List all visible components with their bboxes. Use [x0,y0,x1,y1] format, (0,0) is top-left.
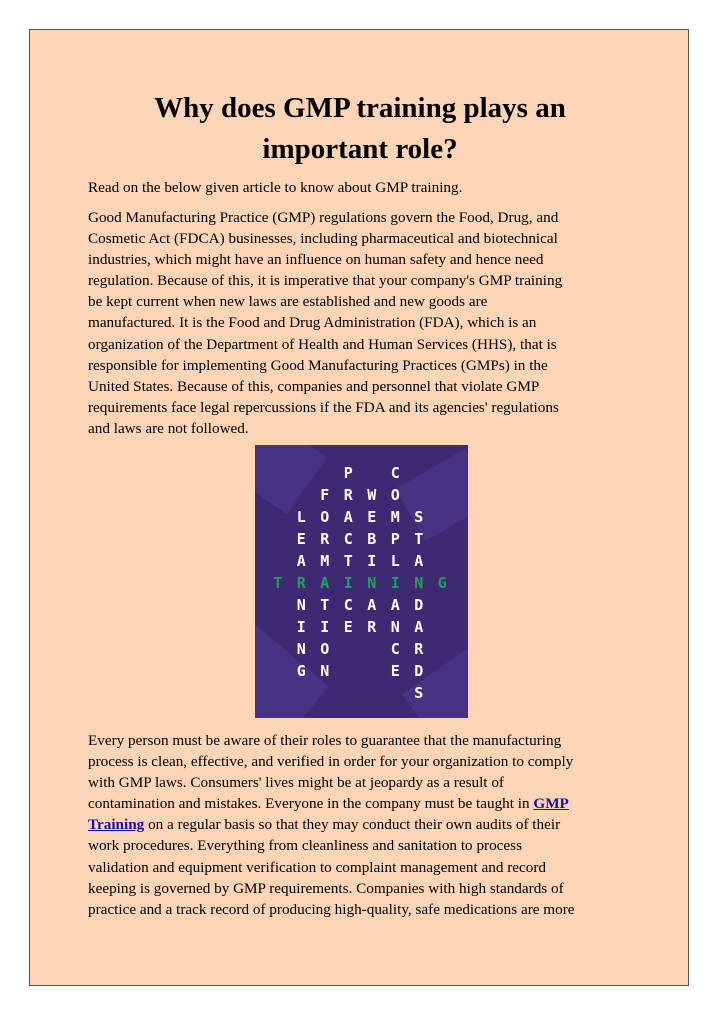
puzzle-letter: E [367,508,377,526]
text-line: work procedures. Everything from cleanliness and sanitation to process [88,837,522,855]
puzzle-letter: C [390,464,400,482]
puzzle-letter: N [296,596,306,614]
puzzle-letter: T [273,574,283,592]
puzzle-letter: I [343,574,353,592]
text-segment: contamination and mistakes. Everyone in the company must be taught in [88,795,534,813]
puzzle-letter: R [296,574,306,592]
puzzle-letter [266,506,290,528]
puzzle-letter: S [414,684,424,702]
puzzle-letter [266,616,290,638]
puzzle-letter: I [390,574,400,592]
paragraph-1 [88,207,648,439]
puzzle-letter [431,660,455,682]
puzzle-letter [266,462,290,484]
puzzle-letter: D [414,662,424,680]
puzzle-letter: C [343,596,353,614]
puzzle-letter [431,550,455,572]
text-line: practice and a track record of producing high-quality, safe medications are more [88,900,575,918]
puzzle-letter [360,462,384,484]
puzzle-letter: L [296,508,306,526]
puzzle-letter [290,682,314,704]
text-line: validation and equipment verification to complaint management and record [88,858,546,876]
text-line: Good Manufacturing Practice (GMP) regulations govern the Food, Drug, and [88,209,559,226]
puzzle-letter: T [320,596,330,614]
puzzle-letter: O [320,640,330,658]
puzzle-letter: L [390,552,400,570]
puzzle-letter: N [414,574,424,592]
puzzle-letter: C [390,640,400,658]
puzzle-letter: E [296,530,306,548]
text-line: requirements face legal repercussions if the FDA and its agencies' regulations [88,398,559,416]
puzzle-letter: A [320,574,330,592]
puzzle-letter [266,638,290,660]
text-line: keeping is governed by GMP requirements. Companies with high standards of [88,879,564,897]
puzzle-letter: G [437,574,447,592]
puzzle-letter: N [296,640,306,658]
puzzle-letter: A [367,596,377,614]
puzzle-letter [337,660,361,682]
puzzle-letter: A [343,508,353,526]
puzzle-letter [313,462,337,484]
text-line: and laws are not followed. [88,419,249,437]
puzzle-letter [360,682,384,704]
puzzle-letter: P [390,530,400,548]
puzzle-letter: I [296,618,306,636]
puzzle-letter [431,462,455,484]
puzzle-letter [431,682,455,704]
puzzle-letter [431,616,455,638]
puzzle-letter: A [296,552,306,570]
puzzle-letter: R [414,640,424,658]
training-word-puzzle-image [255,445,468,718]
title-line: important role? [262,133,458,165]
puzzle-letter: R [343,486,353,504]
puzzle-letter: A [414,552,424,570]
paragraph-2 [88,730,648,920]
puzzle-letter [360,638,384,660]
puzzle-letter: F [320,486,330,504]
puzzle-letter: B [367,530,377,548]
puzzle-letter: N [367,574,377,592]
puzzle-letter [360,660,384,682]
puzzle-letter: R [320,530,330,548]
puzzle-letter: N [320,662,330,680]
text-line: organization of the Department of Health and Human Services (HHS), that is [88,335,557,353]
gmp-training-link-continued[interactable]: Training [88,816,145,834]
puzzle-letter [266,528,290,550]
puzzle-letter: M [320,552,330,570]
text-line: process is clean, effective, and verified in order for your organization to comply [88,753,574,771]
puzzle-letter [337,638,361,660]
text-line [88,793,648,814]
puzzle-letter: E [390,662,400,680]
puzzle-letter: P [343,464,353,482]
puzzle-letter: I [367,552,377,570]
puzzle-letter [384,682,408,704]
puzzle-letter [407,462,431,484]
puzzle-letter [266,594,290,616]
puzzle-letter [431,594,455,616]
text-segment: on a regular basis so that they may conduct their own audits of their [144,816,561,834]
puzzle-letter [431,638,455,660]
text-line: Cosmetic Act (FDCA) businesses, including pharmaceutical and biotechnical [88,230,558,248]
puzzle-letter: O [320,508,330,526]
puzzle-letter [290,462,314,484]
puzzle-letter [313,682,337,704]
puzzle-letter: D [414,596,424,614]
puzzle-letter [290,484,314,506]
puzzle-letter [431,506,455,528]
text-line: regulation. Because of this, it is imperative that your company's GMP training [88,272,563,290]
article-title [30,88,690,170]
puzzle-letter: R [367,618,377,636]
puzzle-letter [266,550,290,572]
puzzle-letter: A [414,618,424,636]
puzzle-letter: T [414,530,424,548]
intro-text: Read on the below given article to know about GMP training. [88,179,463,196]
puzzle-letter [266,484,290,506]
puzzle-letter [266,682,290,704]
puzzle-letter: E [343,618,353,636]
text-line [88,814,648,835]
puzzle-letter: G [296,662,306,680]
puzzle-letter: T [343,552,353,570]
text-line: United States. Because of this, companies and personnel that violate GMP [88,377,540,395]
puzzle-letter: W [367,486,377,504]
text-line: responsible for implementing Good Manufacturing Practices (GMPs) in the [88,356,548,374]
text-line: manufactured. It is the Food and Drug Administration (FDA), which is an [88,314,537,332]
puzzle-letter: O [390,486,400,504]
puzzle-letter [431,484,455,506]
puzzle-letter: M [390,508,400,526]
letter-grid [266,462,454,704]
puzzle-letter: C [343,530,353,548]
puzzle-letter: N [390,618,400,636]
document-page [29,29,689,986]
puzzle-letter: A [390,596,400,614]
gmp-training-link[interactable]: GMP [533,795,569,813]
puzzle-letter [407,484,431,506]
puzzle-letter [337,682,361,704]
title-line: Why does GMP training plays an [154,92,566,124]
puzzle-letter [431,528,455,550]
text-line: be kept current when new laws are established and new goods are [88,293,488,311]
text-line: industries, which might have an influence on human safety and hence need [88,251,544,269]
text-line: Every person must be aware of their roles to guarantee that the manufacturing [88,732,562,749]
puzzle-letter: S [414,508,424,526]
text-line: with GMP laws. Consumers' lives might be at jeopardy as a result of [88,774,504,792]
puzzle-letter [266,660,290,682]
puzzle-letter: I [320,618,330,636]
